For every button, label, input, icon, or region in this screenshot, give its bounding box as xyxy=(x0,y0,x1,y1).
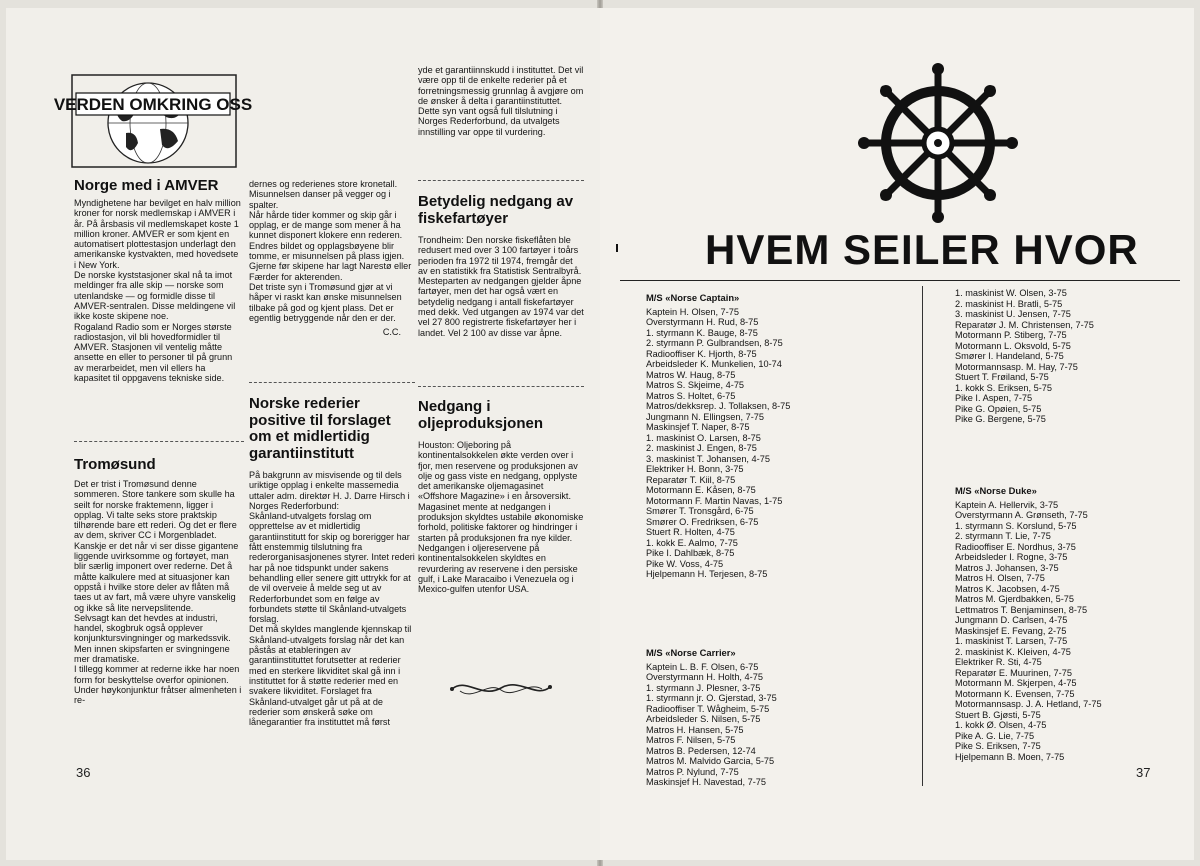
crew-line: Pike I. Dahlbæk, 8-75 xyxy=(646,548,735,558)
crew-line: Motormann F. Martin Navas, 1-75 xyxy=(646,495,783,506)
crew-line: Radiooffiser T. Wågheim, 5-75 xyxy=(646,703,770,714)
crew-line: Maskinsjef E. Fevang, 2-75 xyxy=(955,625,1067,636)
section-divider xyxy=(418,386,584,387)
paragraph: Når hårde tider kommer og skip går i opplag, er de mange som mener å ha kunnet disponert klokere enn rederen. xyxy=(249,209,403,241)
crew-line: Stuert B. Gjøsti, 5-75 xyxy=(955,709,1041,720)
crew-line: Arbeidsleder I. Rogne, 3-75 xyxy=(955,552,1068,562)
crew-line: 1. styrmann J. Plesner, 3-75 xyxy=(646,682,761,693)
crew-line: Pike S. Eriksen, 7-75 xyxy=(955,741,1041,751)
crew-line: Matros H. Hansen, 5-75 xyxy=(646,724,744,735)
title-rule xyxy=(620,280,1180,281)
crew-line: 1. styrmann jr. O. Gjerstad, 3-75 xyxy=(646,693,777,703)
crew-list-norse-captain xyxy=(646,293,790,580)
headline-fiskefartoyer: Betydelig nedgang av fiskefartøyer xyxy=(418,193,574,227)
crew-line: Reparatør J. M. Christensen, 7-75 xyxy=(955,319,1094,330)
crew-line: Jungmann D. Carlsen, 4-75 xyxy=(955,615,1068,625)
banner-title: VERDEN OMKRING OSS xyxy=(53,95,253,114)
crew-line: Matros M. Malvido Garcia, 5-75 xyxy=(646,756,775,766)
signature: C.C. xyxy=(382,327,401,338)
crew-line: 2. maskinist H. Bratli, 5-75 xyxy=(955,298,1063,309)
article-tromosund xyxy=(74,479,242,706)
crew-line: Matros S. Skjeime, 4-75 xyxy=(646,380,745,390)
paragraph: Skånland-utvalgets forslag om opprettelse av et midlertidig garantiinstitutt for skip og borerigger har fått enstemmig tilslutning fra rederorganisasjonenes styrer. Intet rederi har på noe tidspunkt under sakens behandling eller senere gitt uttrykk for at de vil overveie å melde seg ut av Rederforbundet som en følge av forbundets støtte til Skånland-utvalgets forslag. xyxy=(249,511,415,625)
crew-line: Motormannsasp. J. A. Hetland, 7-75 xyxy=(955,699,1102,709)
crew-line: Motormannsasp. M. Hay, 7-75 xyxy=(955,361,1078,372)
crew-line: Motormann E. Kåsen, 8-75 xyxy=(646,485,756,495)
crew-line: Matros/dekksrep. J. Tollaksen, 8-75 xyxy=(646,401,791,411)
paragraph: Myndighetene har bevilget en halv million kroner for norsk medlemskap i AMVER i år. På årsbasis vil medlemskapet koste 1 million kroner. AMVER er som kjent en automatisert plottestasjon underlagt den amerikanske kystvakten, med hovedsete i New York. xyxy=(74,198,241,270)
section-divider xyxy=(418,180,584,181)
paragraph: dernes og rederienes store kronetall. Misunnelsen danser på vegger og i spalter. xyxy=(249,179,398,210)
crew-line: 3. maskinist T. Johansen, 4-75 xyxy=(646,453,770,464)
ship-name: M/S «Norse Duke» xyxy=(955,485,1037,496)
crew-line: 1. kokk E. Aalmo, 7-75 xyxy=(646,537,738,548)
crew-list-norse-carrier-cont xyxy=(955,288,1094,425)
crew-line: Arbeidsleder K. Munkelien, 10-74 xyxy=(646,359,782,369)
crew-line: Jungmann N. Ellingsen, 7-75 xyxy=(646,411,764,422)
crew-line: Kaptein A. Hellervik, 3-75 xyxy=(955,499,1059,510)
crew-line: Overstyrmann A. Grønseth, 7-75 xyxy=(955,510,1088,520)
crew-line: 2. styrmann P. Gulbrandsen, 8-75 xyxy=(646,338,783,348)
crew-line: Pike G. Opøien, 5-75 xyxy=(955,403,1042,414)
crew-list-norse-carrier xyxy=(646,648,777,788)
crew-line: Matros K. Jacobsen, 4-75 xyxy=(955,583,1060,594)
crew-line: Pike A. G. Lie, 7-75 xyxy=(955,730,1035,741)
column-divider xyxy=(922,286,923,786)
crew-line: Motormann P. Stiberg, 7-75 xyxy=(955,330,1067,340)
crew-line: Matros P. Nylund, 7-75 xyxy=(646,766,739,777)
page-number: 37 xyxy=(1136,765,1151,780)
paragraph: På bakgrunn av misvisende og til dels uriktige opplag i enkelte massemedia uttaler adm. direktør H. J. Darre Hirsch i Norges Rederforbund: xyxy=(249,470,410,511)
article-fiskefartoyer xyxy=(418,235,584,338)
ship-wheel-icon xyxy=(858,63,1018,223)
crew-line: 2. styrmann T. Lie, 7-75 xyxy=(955,531,1051,541)
crew-line: Matros F. Nilsen, 5-75 xyxy=(646,735,736,745)
paragraph: Rogaland Radio som er Norges største radiostasjon, vil bli hovedformidler til AMVER. Stasjonen vil ventelig måtte ansette en eller to personer til på grunn av merarbeidet, men vil ellers ha kapasitet til oppgavens tekniske side. xyxy=(74,321,233,384)
crew-line: Arbeidsleder S. Nilsen, 5-75 xyxy=(646,714,761,724)
article-garantiinstitutt xyxy=(249,470,415,727)
paragraph: Trondheim: Den norske fiskeflåten ble redusert med over 3 100 fartøyer i toårs perioden fra 1972 til 1974, fremgår det av en statistikk fra Statistisk Sentralbyrå. Mesteparten av nedgangen gjelder åpne fartøyer, men det har også vært en betydelig nedgang i antall fiskefartøyer med dekk. Ved utgangen av 1974 var det vel 27 800 registrerte fiskefartøyer her i landet. Vel 2 100 av disse var åpne. xyxy=(418,235,584,338)
crew-line: Motormann K. Evensen, 7-75 xyxy=(955,688,1075,699)
crew-line: 1. kokk Ø. Olsen, 4-75 xyxy=(955,720,1047,730)
crew-line: Radiooffiser E. Nordhus, 3-75 xyxy=(955,541,1076,552)
paragraph: Det må skyldes manglende kjennskap til Skånland-utvalgets forslag når det kan påstås at etableringen av garantiinstituttet forutsetter at rederier med en sterkere likviditet skal gå inn i instituttet for å støtte rederier med en svakere likviditet. Forslaget fra Skånland-utvalget går ut på at de rederier som ønskerå søke om lånegarantier fra instituttet må først xyxy=(249,624,412,728)
crew-line: Matros H. Olsen, 7-75 xyxy=(955,573,1045,583)
article-garantiinstitutt-cont xyxy=(418,65,584,137)
crew-line: Maskinsjef T. Naper, 8-75 xyxy=(646,422,750,432)
article-amver xyxy=(74,198,242,383)
crew-line: Smører O. Fredriksen, 6-75 xyxy=(646,516,759,527)
paragraph: I tillegg kommer at rederne ikke har noen form for beskyttelse overfor opinionen. Under høykonjunktur fråtser almenheten i re- xyxy=(74,664,242,706)
crew-line: Maskinsjef H. Navestad, 7-75 xyxy=(646,777,766,787)
crew-line: Matros W. Haug, 8-75 xyxy=(646,369,736,380)
margin-tick xyxy=(616,244,626,252)
crew-line: Lettmatros T. Benjaminsen, 8-75 xyxy=(955,604,1088,615)
crew-line: 1. maskinist O. Larsen, 8-75 xyxy=(646,432,761,443)
crew-line: Smører I. Handeland, 5-75 xyxy=(955,351,1064,361)
crew-line: Pike W. Voss, 4-75 xyxy=(646,558,724,569)
crew-line: Matros B. Pedersen, 12-74 xyxy=(646,745,756,756)
article-tromosund-cont xyxy=(249,179,415,337)
crew-line: Elektriker H. Bonn, 3-75 xyxy=(646,464,744,474)
right-page xyxy=(600,8,1194,860)
crew-line: Stuert T. Frøiland, 5-75 xyxy=(955,372,1049,382)
paragraph: Det triste syn i Tromøsund gjør at vi håper vi raskt kan ønske misunnelsen tilbake på god og kjent plass. Det er egentlig betryggende når den er der. xyxy=(249,281,402,323)
paragraph: Magasinet mente at nedgangen i produksjon skyldtes ustabile økonomiske forhold, politiske faktorer og hindringer i starten på produksjonen fra nye kilder. Nedgangen i oljereservene på kontinentalsokkelen skyldtes en revurdering av reservene i den persiske gulf, i Lake Maracaibo i Venezuela og i Mexico-gulfen utenfor USA. xyxy=(418,501,584,595)
crew-line: 1. styrmann S. Korslund, 5-75 xyxy=(955,520,1077,531)
crew-line: Kaptein L. B. F. Olsen, 6-75 xyxy=(646,661,759,672)
crew-line: 3. maskinist U. Jensen, 7-75 xyxy=(955,309,1071,319)
crew-line: Matros M. Gjerdbakken, 5-75 xyxy=(955,594,1074,604)
ornament-flourish xyxy=(446,673,556,703)
ship-name: M/S «Norse Carrier» xyxy=(646,647,736,658)
headline-garantiinstitutt: Norske rederier positive til forslaget om et midlertidig garantiinstitutt xyxy=(249,395,391,462)
paragraph: yde et garantiinnskudd i instituttet. Det vil være opp til de enkelte rederier på et forretningsmessig grunnlag å avgjøre om de ønsker å delta i garantiinstituttet. Dette syn vant også full tilslutning i Norges Rederforbund, da utvalgets innstilling var oppe til vurdering. xyxy=(418,65,584,137)
crew-line: Hjelpemann B. Moen, 7-75 xyxy=(955,751,1065,762)
crew-line: Stuert R. Holten, 4-75 xyxy=(646,527,735,537)
crew-line: 1. maskinist T. Larsen, 7-75 xyxy=(955,636,1068,646)
crew-line: Pike I. Aspen, 7-75 xyxy=(955,393,1033,403)
banner-globe-logo xyxy=(53,71,253,171)
crew-line: Elektriker R. Sti, 4-75 xyxy=(955,657,1042,667)
crew-line: Reparatør T. Kiil, 8-75 xyxy=(646,474,736,485)
page-title: HVEM SEILER HVOR xyxy=(705,226,1139,273)
paragraph: Houston: Oljeboring på kontinentalsokkelen økte verden over i fjor, men reservene og produksjonen av olje og gass viste en nedgang, opplyste det amerikanske oljemagasinet «Offshore Magazine» i en årsoversikt. xyxy=(418,440,578,502)
crew-line: Overstyrmann H. Rud, 8-75 xyxy=(646,317,759,327)
headline-amver: Norge med i AMVER xyxy=(74,177,219,194)
ship-name: M/S «Norse Captain» xyxy=(646,292,740,303)
paragraph: Det er trist i Tromøsund denne sommeren. Store tankere som skulle ha seilt for norske fraktemenn, ligger i opplag. Vi talte seks store praktskip tilhørende bare ett rederi. Og det er flere av dem, skriver CC i Morgenbladet. Kanskje er det når vi ser disse gigantene liggende uvirksomme og fortøyet, man blir særlig imponert over rederne. Det å måtte kalkulere med at situasjoner kan oppstå i hvilke store deler av flåten må taes ut av fart, må være uhyre vanskelig og ikke så lite nervepslitende. xyxy=(74,479,239,613)
crew-line: 1. maskinist W. Olsen, 3-75 xyxy=(955,288,1067,298)
crew-line: 1. styrmann K. Bauge, 8-75 xyxy=(646,327,758,338)
paragraph: Endres bildet og opplagsbøyene blir tomme, er misunnelsen på plass igjen. Gjerne før skipene har lagt Narestø eller Færder for akterenden. xyxy=(249,240,412,282)
crew-line: Overstyrmann H. Holth, 4-75 xyxy=(646,672,763,682)
crew-line: Smører T. Tronsgård, 6-75 xyxy=(646,506,754,516)
crew-list-norse-duke xyxy=(955,486,1102,762)
crew-line: Motormann M. Skjerpen, 4-75 xyxy=(955,678,1077,688)
crew-line: Motormann L. Oksvold, 5-75 xyxy=(955,340,1071,351)
crew-line: 2. maskinist K. Kleiven, 4-75 xyxy=(955,646,1071,657)
article-oljeproduksjon xyxy=(418,440,584,594)
headline-tromosund: Tromøsund xyxy=(74,456,156,473)
crew-line: Radiooffiser K. Hjorth, 8-75 xyxy=(646,348,757,359)
crew-line: Reparatør E. Muurinen, 7-75 xyxy=(955,667,1072,678)
page-number: 36 xyxy=(76,765,91,780)
crew-line: Matros J. Johansen, 3-75 xyxy=(955,562,1059,573)
paragraph: De norske kyststasjoner skal nå ta imot meldinger fra alle skip — norske som utenlandske — og formidle disse til AMVER-sentralen. Disse meldingene vil ikke koste skipene noe. xyxy=(74,270,236,322)
crew-line: 1. kokk S. Eriksen, 5-75 xyxy=(955,382,1053,393)
crew-line: Matros S. Holtet, 6-75 xyxy=(646,390,736,401)
crew-line: Hjelpemann H. Terjesen, 8-75 xyxy=(646,569,768,579)
crew-line: 2. maskinist J. Engen, 8-75 xyxy=(646,443,757,453)
crew-line: Kaptein H. Olsen, 7-75 xyxy=(646,306,739,317)
paragraph: Selvsagt kan det hevdes at industri, handel, skogbruk også opplever konjunktursvingninger og markedssvik. Men innen skipsfarten er svingningene mer dramatiske. xyxy=(74,612,231,665)
headline-oljeproduksjon: Nedgang i oljeproduksjonen xyxy=(418,398,544,432)
section-divider xyxy=(74,441,244,442)
crew-line: Pike G. Bergene, 5-75 xyxy=(955,414,1046,424)
section-divider xyxy=(249,382,415,383)
left-page xyxy=(6,8,600,860)
